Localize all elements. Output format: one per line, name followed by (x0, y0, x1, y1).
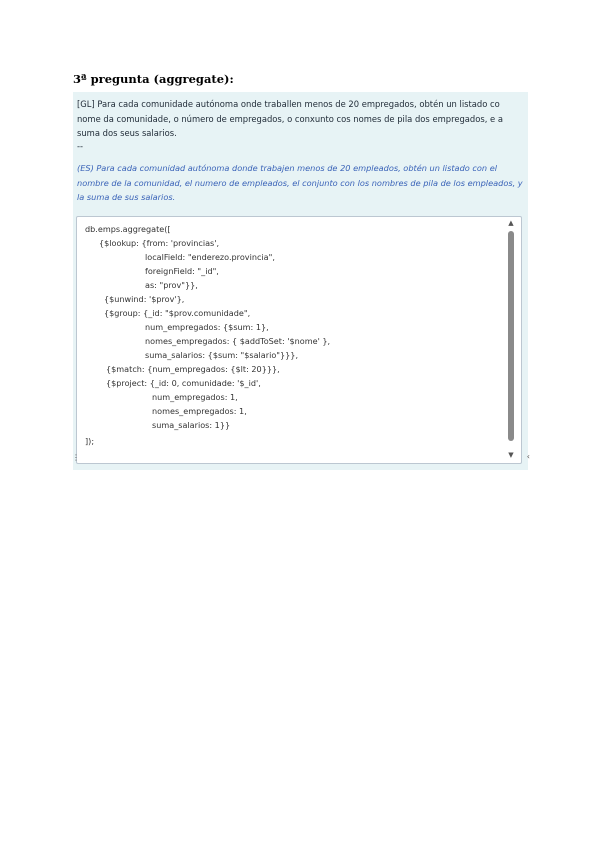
code-line: ]); (85, 436, 95, 446)
question-text-gl: [GL] Para cada comunidade autónoma onde traballen menos de 20 empregados, obtén un listado co nome da comunidade, o número de empregados, o conxunto cos nomes de pila dos empregados, e a suma dos seus salarios. (77, 99, 503, 138)
code-line: {$project: {_id: 0, comunidade: '$_id', (106, 378, 261, 388)
code-line: suma_salarios: {$sum: "$salario"}}}, (145, 350, 299, 360)
scroll-down-arrow-icon[interactable]: ▼ (508, 451, 514, 459)
answer-textarea[interactable] (72, 216, 530, 464)
code-line: as: "prov"}}, (145, 280, 198, 290)
resize-grip-icon[interactable]: ‹ (526, 452, 530, 461)
code-line: {$match: {num_empregados: {$lt: 20}}}, (106, 364, 280, 374)
code-line: num_empregados: {$sum: 1}, (145, 322, 269, 332)
question-separator: -- (77, 141, 84, 151)
code-line: {$group: {_id: "$prov.comunidade", (104, 308, 251, 318)
code-line: db.emps.aggregate([ (85, 224, 171, 234)
scroll-up-arrow-icon[interactable]: ▲ (508, 219, 514, 227)
code-line: nomes_empregados: { $addToSet: '$nome' }, (145, 336, 331, 346)
code-line: nomes_empregados: 1, (152, 406, 247, 416)
code-line: localField: "enderezo.provincia", (145, 252, 275, 262)
question-box (73, 92, 528, 470)
question-heading: 3ª pregunta (aggregate): (73, 72, 234, 86)
code-line: foreignField: "_id", (145, 266, 219, 276)
resize-handle-icon[interactable]: ⋮ (72, 453, 80, 462)
code-line: {$unwind: '$prov'}, (104, 294, 185, 304)
code-line: suma_salarios: 1}} (152, 420, 231, 430)
vertical-scrollbar[interactable] (507, 221, 515, 457)
question-text-es: (ES) Para cada comunidad autónoma donde trabajen menos de 20 empleados, obtén un listado con el nombre de la comunidad, el numero de empleados, el conjunto con los nombres de pila de los empleados, y la suma de sus salarios. (77, 163, 523, 202)
code-line: {$lookup: {from: 'provincias', (99, 238, 220, 248)
scrollbar-thumb[interactable] (508, 231, 514, 441)
code-line: num_empregados: 1, (152, 392, 238, 402)
answer-code (77, 217, 507, 463)
